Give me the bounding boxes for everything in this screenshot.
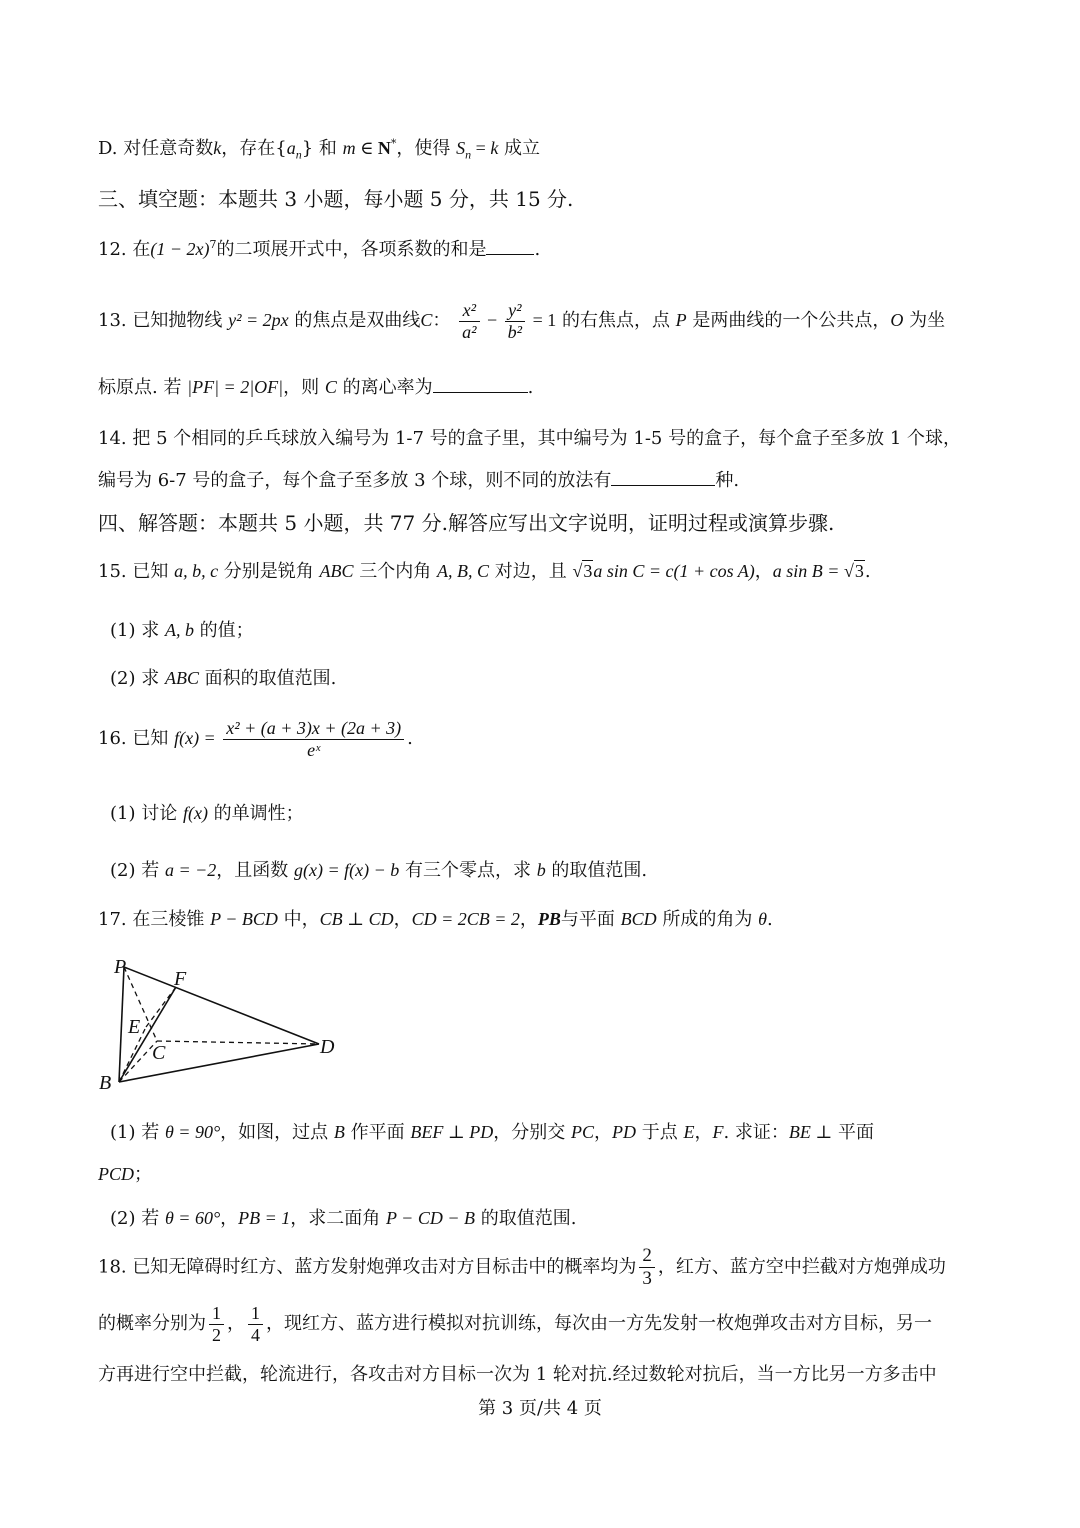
- label-F: F: [174, 968, 187, 990]
- page-footer: 第 3 页/共 4 页: [478, 1398, 602, 1419]
- question-18-cont-1: 的概率分别为 $\frac{1}{2}$ ， $\frac{1}{4}$ ，现红方、蓝方进行模拟对抗训练，每次由一方先发射一枚炮弹攻击对方目标，另一: [98, 1303, 932, 1345]
- fraction-f: $\frac{\text{x² + (a + 3)x + (2a + 3)}}{\text{eˣ}}$: [223, 718, 404, 760]
- label-C: C: [152, 1042, 166, 1064]
- edge-CD: [157, 1041, 319, 1044]
- pyramid-figure: [94, 955, 344, 1090]
- question-12: 12. 在$(1 - 2x)^7$的二项展开式中，各项系数的和是 .: [98, 238, 541, 260]
- label-P: P: [114, 956, 127, 978]
- fraction-2-3: $\frac{2}{3}$: [639, 1245, 655, 1290]
- question-16-part-2: (2) 若 a = −2，且函数 g(x) = f(x) − b 有三个零点，求 b 的取值范围.: [110, 860, 648, 881]
- label-E: E: [128, 1016, 141, 1038]
- answer-blank: [486, 253, 534, 255]
- question-16: 16. 已知 f(x) = $\frac{\text{x² + (a + 3)x + (2a + 3)}}{\text{eˣ}}$ .: [98, 718, 413, 760]
- question-17-part-1-cont: PCD；: [98, 1164, 152, 1185]
- question-13-cont: 标原点. 若 |PF| = 2|OF|，则 C 的离心率为 .: [98, 377, 534, 398]
- edge-PD: [124, 967, 319, 1044]
- question-17-part-2: (2) 若 θ = 60°，PB = 1，求二面角 P − CD − B 的取值范围.: [110, 1208, 577, 1229]
- question-16-part-1: (1) 讨论 f(x) 的单调性；: [110, 803, 304, 824]
- sqrt-3: √3: [572, 561, 593, 581]
- question-13: 13. 已知抛物线 y² = 2px 的焦点是双曲线C： $\frac{\text{x²}}{\text{a²}}$ − $\frac{\text{y²}}{\text{b²}}$ = 1 的右焦点，点 P 是两曲线的一个公共点，O 为坐: [98, 300, 946, 342]
- answer-blank: [433, 391, 528, 393]
- answer-blank: [611, 484, 715, 486]
- sqrt-3: √3: [843, 561, 864, 581]
- section-title-fill-in: 三、填空题：本题共 3 小题，每小题 5 分，共 15 分.: [98, 187, 574, 211]
- question-18: 18. 已知无障碍时红方、蓝方发射炮弹攻击对方目标击中的概率均为 $\frac{2}{3}$ ，红方、蓝方空中拦截对方炮弹成功: [98, 1245, 946, 1289]
- question-14: 14. 把 5 个相同的乒乓球放入编号为 1-7 号的盒子里，其中编号为 1-5 号的盒子，每个盒子至多放 1 个球，: [98, 428, 961, 449]
- section-title-solutions: 四、解答题：本题共 5 小题，共 77 分.解答应写出文字说明，证明过程或演算步骤.: [98, 511, 835, 535]
- question-18-cont-2: 方再进行空中拦截，轮流进行，各攻击对方目标一次为 1 轮对抗.经过数轮对抗后，当一方比另一方多击中: [98, 1364, 937, 1385]
- question-15-part-2: (2) 求 ABC 面积的取值范围.: [110, 668, 337, 689]
- question-15: 15. 已知 a, b, c 分别是锐角 ABC 三个内角 A, B, C 对边，且 √3a sin C = c(1 + cos A)，a sin B = √3.: [98, 561, 871, 582]
- edge-PB: [119, 967, 124, 1082]
- question-17-part-1: (1) 若 θ = 90°，如图，过点 B 作平面 BEF ⊥ PD，分别交 PC，PD 于点 E，F. 求证：BE ⊥ 平面: [110, 1122, 875, 1143]
- fraction-y2-b2: $\frac{\text{y²}}{\text{b²}}$: [505, 300, 525, 342]
- fraction-1-2: $\frac{1}{2}$: [209, 1303, 224, 1345]
- fraction-x2-a2: $\frac{\text{x²}}{\text{a²}}$: [459, 300, 479, 342]
- label-B: B: [99, 1072, 112, 1090]
- label-D: D: [320, 1036, 335, 1058]
- fraction-1-4: $\frac{1}{4}$: [248, 1303, 263, 1345]
- edge-BD: [119, 1044, 319, 1082]
- question-14-cont: 编号为 6-7 号的盒子，每个盒子至多放 3 个球，则不同的放法有 种.: [98, 470, 740, 491]
- option-d: D. 对任意奇数k，存在$\{a_n\}$ 和 m ∈ N*，使得 $S_n = k$ 成立: [98, 137, 541, 162]
- question-15-part-1: (1) 求 A, b 的值；: [110, 620, 254, 641]
- question-17: 17. 在三棱锥 P − BCD 中，CB ⊥ CD，CD = 2CB = 2，PB与平面 BCD 所成的角为 θ.: [98, 909, 773, 930]
